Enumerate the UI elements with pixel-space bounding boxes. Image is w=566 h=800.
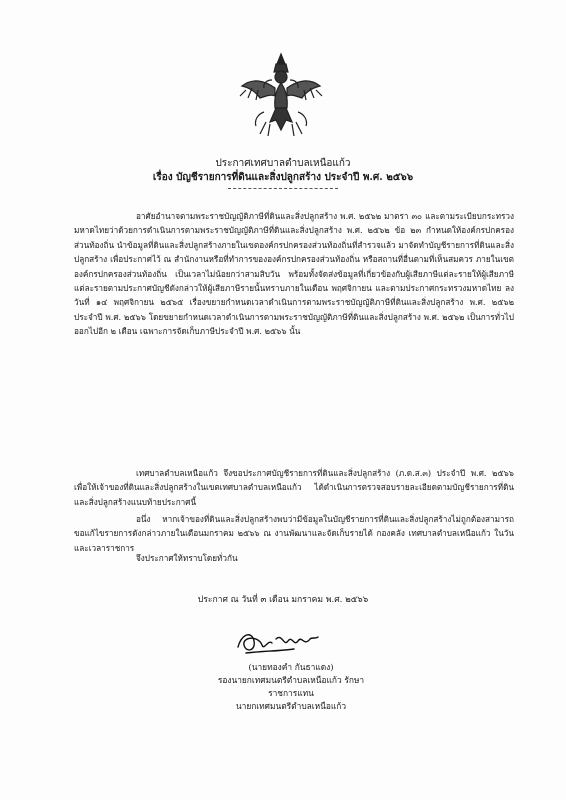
signatory-position-2: นายกเทศมนตรีตำบลเหนือแก้ว [235, 701, 347, 711]
header-divider [228, 188, 338, 189]
body-paragraph-1: อาศัยอำนาจตามพระราชบัญญัติภาษีที่ดินและสิ่งปลูกสร้าง พ.ศ. ๒๕๖๒ มาตรา ๓๐ และตามระเบียบกระทรวงมหาดไทยว่าด้วยการดำเนินการตามพระราชบัญญัติภาษีที่ดินและสิ่งปลูกสร้าง พ.ศ. ๒๕๖๒ ข้อ ๒๓ กำหนดให้องค์กรปกครองส่วนท้องถิ่น นำข้อมูลที่ดินและสิ่งปลูกสร้างภายในเขตองค์กรปกครองส่วนท้องถิ่นที่สำรวจแล้ว มาจัดทำบัญชีรายการที่ดินและสิ่งปลูกสร้าง เพื่อประกาศไว้ ณ สำนักงานหรือที่ทำการขององค์กรปกครองส่วนท้องถิ่น หรือสถานที่อื่นตามที่เห็นสมควร ภายในเขตองค์กรปกครองส่วนท้องถิ่น เป็นเวลาไม่น้อยกว่าสามสิบวัน พร้อมทั้งจัดส่งข้อมูลที่เกี่ยวข้องกับผู้เสียภาษีแต่ละรายให้ผู้เสียภาษีแต่ละรายตามประกาศบัญชีดังกล่าวให้ผู้เสียภาษีรายนั้นทราบภายในเดือน พฤศจิกายน และตามประกาศกระทรวงมหาดไทย ลงวันที่ ๑๔ พฤศจิกายน ๒๕๖๕ เรื่องขยายกำหนดเวลาดำเนินการตามพระราชบัญญัติภาษีที่ดินและสิ่งปลูกสร้าง พ.ศ. ๒๕๖๒ ประจำปี พ.ศ. ๒๕๖๖ โดยขยายกำหนดเวลาดำเนินการตามพระราชบัญญัติภาษีที่ดินและสิ่งปลูกสร้าง พ.ศ. ๒๕๖๒ เป็นการทั่วไปออกไปอีก ๒ เดือน เฉพาะการจัดเก็บภาษีประจำปี พ.ศ. ๒๕๖๖ นั้น [74, 211, 514, 337]
handwritten-signature [232, 625, 322, 659]
body-paragraph-3: อนึ่ง หากเจ้าของที่ดินและสิ่งปลูกสร้างพบว่ามีข้อมูลในบัญชีรายการที่ดินและสิ่งปลูกสร้างไม่ถูกต้องสามารถขอแก้ไขรายการดังกล่าวภายในเดือนมกราคม ๒๕๖๖ ณ งานพัฒนาและจัดเก็บรายได้ กองคลัง เทศบาลตำบลเหนือแก้ว ในวันและเวลาราชการ [74, 514, 514, 553]
garuda-emblem [236, 50, 326, 140]
signatory-position-1: รองนายกเทศมนตรีตำบลเหนือแก้ว รักษาราชการแทน [217, 675, 365, 698]
announcement-title: ประกาศเทศบาลตำบลเหนือแก้ว [215, 158, 351, 169]
signature-block [206, 661, 376, 713]
announcement-subject: เรื่อง บัญชีรายการที่ดินและสิ่งปลูกสร้าง ประจำปี พ.ศ. ๒๕๖๖ [152, 172, 414, 183]
date-line: ประกาศ ณ วันที่ ๓ เดือน มกราคม พ.ศ. ๒๕๖๖ [197, 595, 369, 605]
body-paragraph-4: จึงประกาศให้ทราบโดยทั่วกัน [136, 553, 238, 563]
body-paragraph-2: เทศบาลตำบลเหนือแก้ว จึงขอประกาศบัญชีรายการที่ดินและสิ่งปลูกสร้าง (ภ.ด.ส.๓) ประจำปี พ.ศ. ๒๕๖๖ เพื่อให้เจ้าของที่ดินและสิ่งปลูกสร้างในเขตเทศบาลตำบลเหนือแก้ว ได้ดำเนินการตรวจสอบรายละเอียดตามบัญชีรายการที่ดินและสิ่งปลูกสร้างแนบท้ายประกาศนี้ [74, 468, 514, 507]
signatory-name: (นายทองคำ กันธาแดง) [248, 662, 334, 672]
